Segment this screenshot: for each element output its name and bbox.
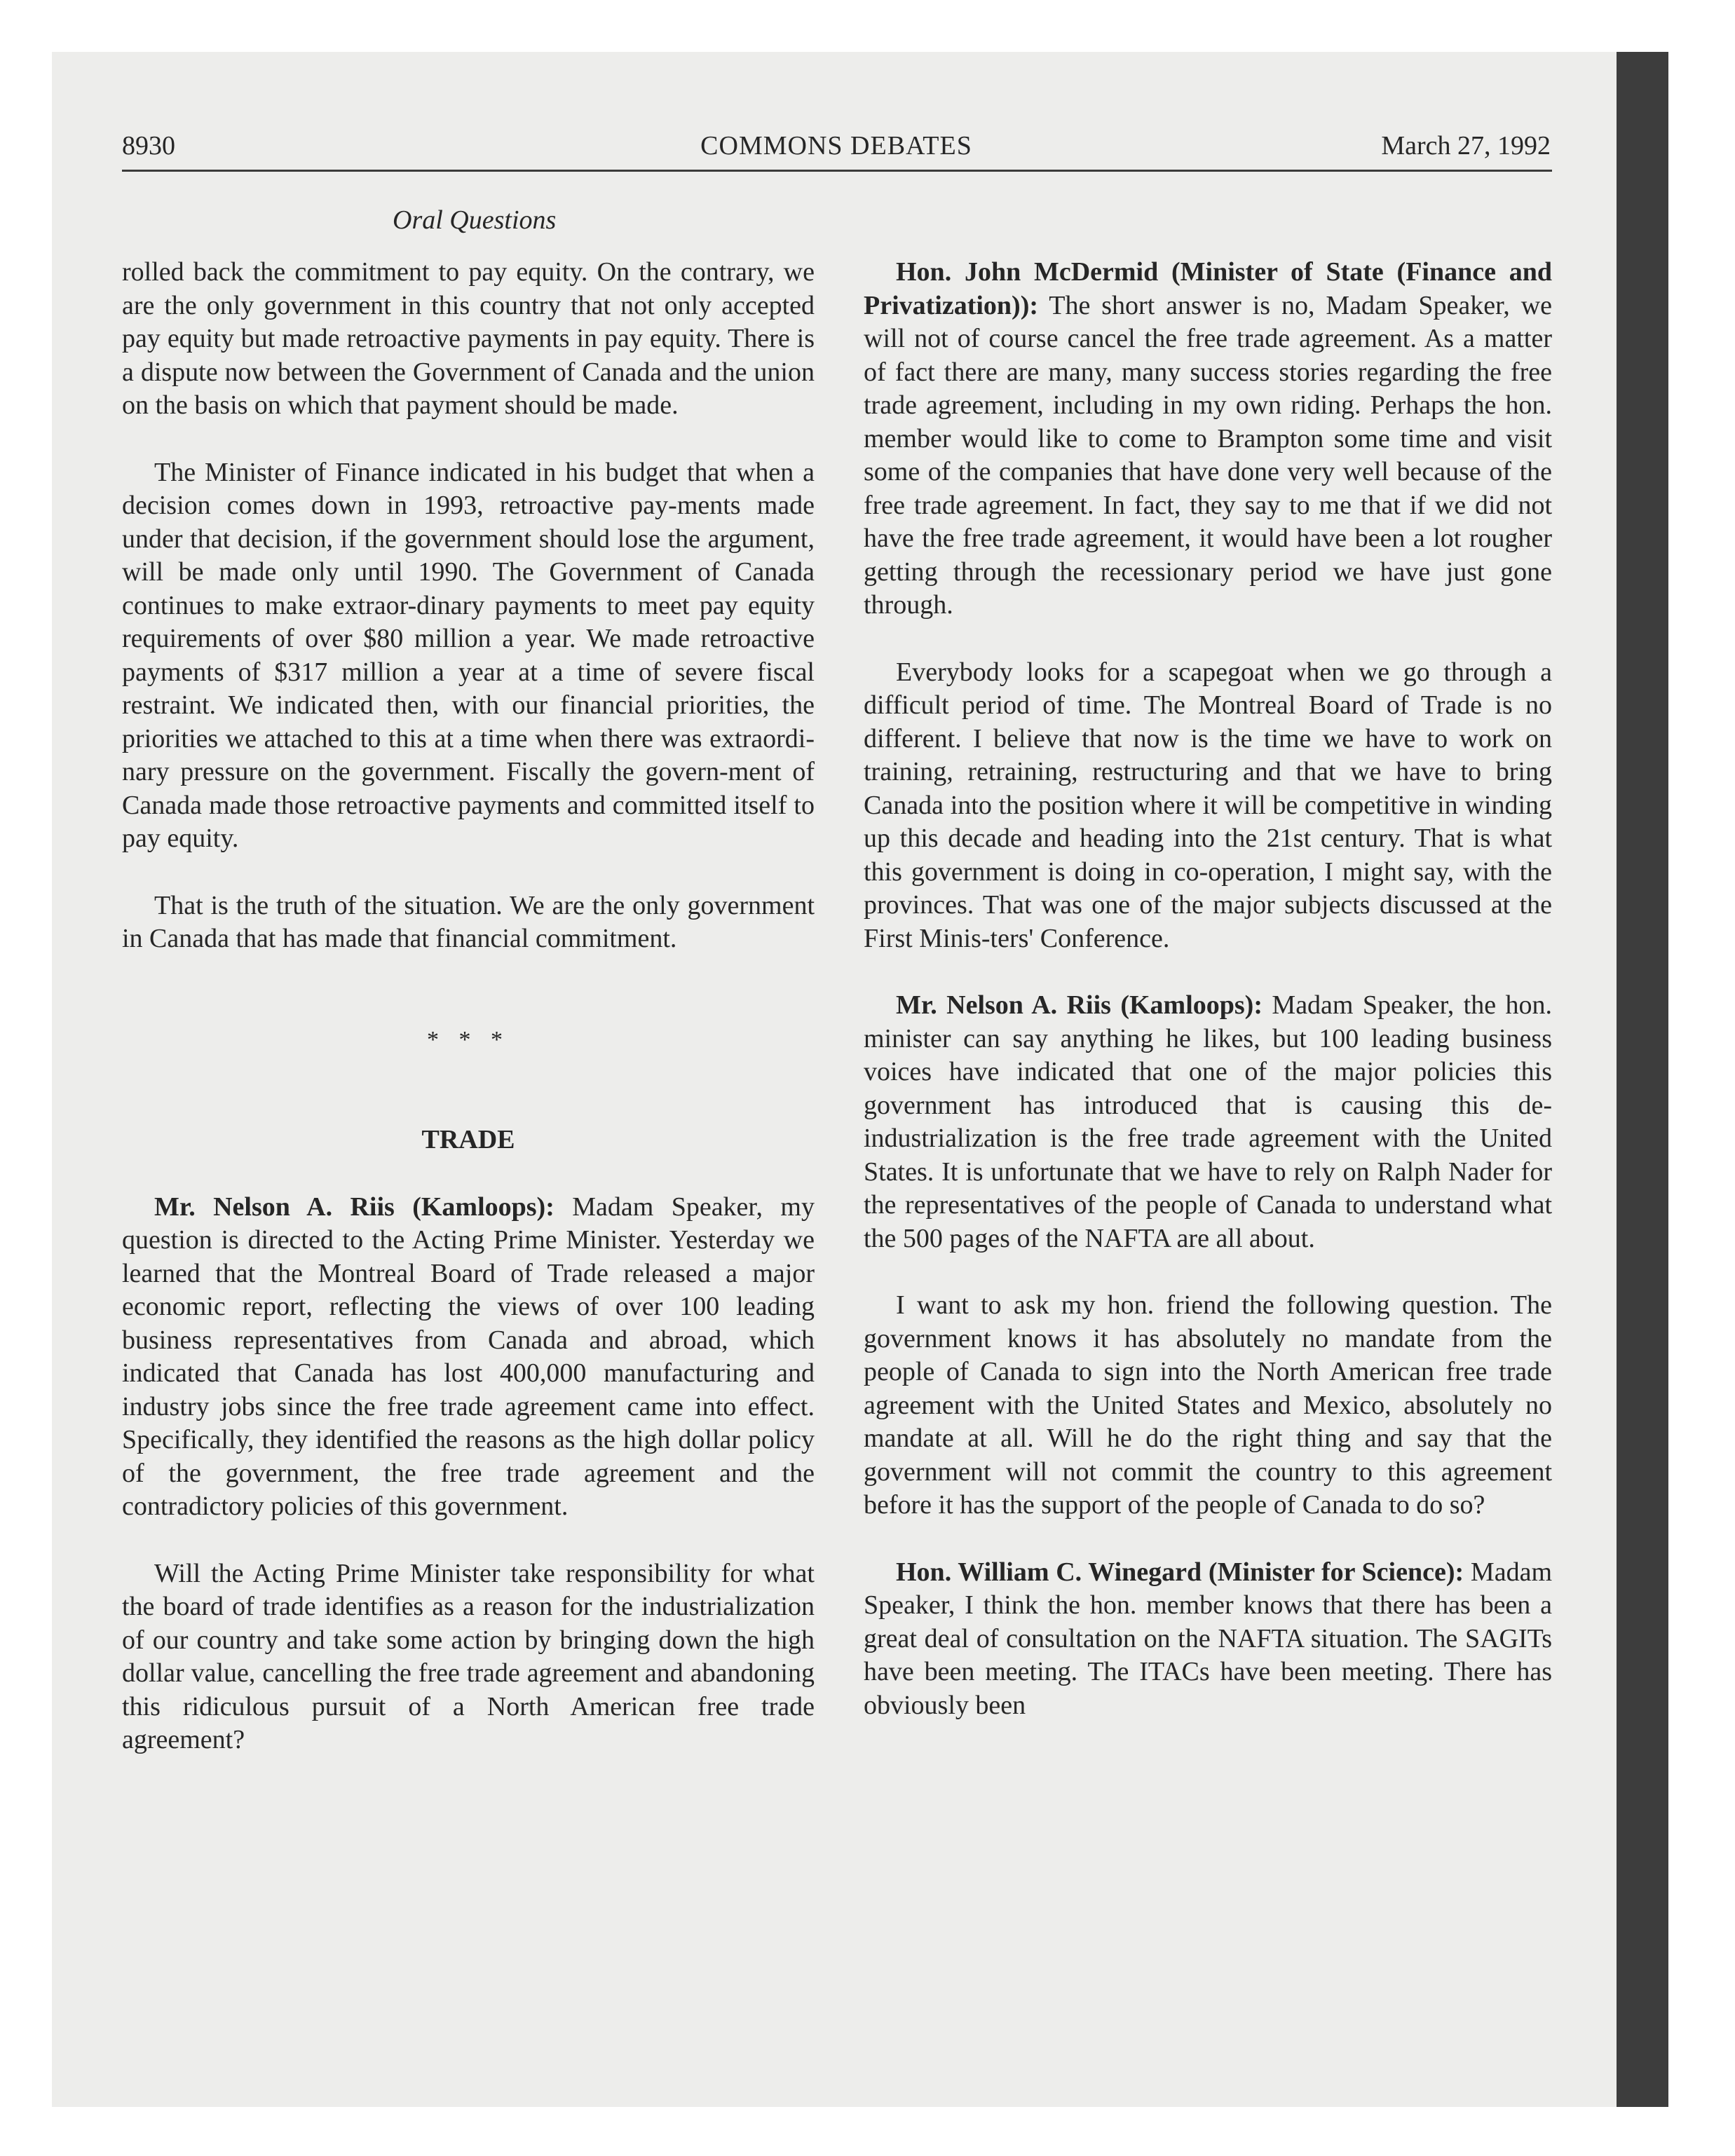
speaker-name: Hon. John McDermid (Minister of State (Finance and Privatization)): [864, 257, 1552, 320]
speech-text: The short answer is no, Madam Speaker, we will not of course cancel the free trade agreement. As a matter of fact there are many, many success stories regarding the free trade agreement, including in my own riding. Perhaps the hon. member would like to come to Brampton some time and visit some of the companies that have done very well because of the free trade agreement. In fact, they say to me that if we did not have the free trade agreement, it would have been a lot rougher getting through the recessionary period we have just gone through. [864, 290, 1552, 620]
paragraph [864, 1556, 1552, 1723]
paragraph: The Minister of Finance indicated in his budget that when a decision comes down in 1993, retroactive pay-ments made under that decision, if the government should lose the argument, will be made only until 1990. The Government of Canada continues to make extraor-dinary payments to meet pay equity requirements of over $80 million a year. We made retroactive payments of $317 million a year at a time of severe fiscal restraint. We indicated then, with our financial priorities, the priorities we attached to this at a time when there was extraordi-nary pressure on the government. Fiscally the govern-ment of Canada made those retroactive payments and committed itself to pay equity. [122, 457, 815, 853]
speech-text: Madam Speaker, my question is directed to the Acting Prime Minister. Yesterday we learned that the Montreal Board of Trade released a major economic report, reflecting the views of over 100 leading business representatives from Canada and abroad, which indicated that Canada has lost 400,000 manufacturing and industry jobs since the free trade agreement came into effect. Specifically, they identified the reasons as the high dollar policy of the government, the free trade agreement and the contradictory policies of this government. [122, 1192, 815, 1521]
publication-title: COMMONS DEBATES [700, 131, 972, 161]
speaker-name: Mr. Nelson A. Riis (Kamloops): [154, 1192, 554, 1222]
header-rule [122, 170, 1552, 172]
section-label: Oral Questions [393, 205, 557, 235]
section-divider-stars: * * * [427, 1026, 510, 1053]
paragraph [122, 1191, 815, 1524]
paragraph: That is the truth of the situation. We are the only government in Canada that has made that financial commitment. [122, 890, 815, 953]
speaker-name: Hon. William C. Winegard (Minister for Science): [896, 1557, 1464, 1587]
page-header [122, 130, 1551, 167]
paragraph: I want to ask my hon. friend the following question. The government knows it has absolutely no mandate from the people of Canada to sign into the North American free trade agreement with the United States and Mexico, absolutely no mandate at all. Will he do the right thing and say that the government will not commit the country to this agreement before it has the support of the people of Canada to do so? [864, 1290, 1552, 1520]
speech-text: Madam Speaker, the hon. minister can say anything he likes, but 100 leading business voices have indicated that one of the major policies this government has introduced that is causing this de-industrialization is the free trade agreement with the United States. It is unfortunate that we have to rely on Ralph Nader for the representatives of the people of Canada to understand what the 500 pages of the NAFTA are all about. [864, 990, 1552, 1253]
speech-text: Madam Speaker, I think the hon. member knows that there has been a great deal of consultation on the NAFTA situation. The SAGITs have been meeting. The ITACs have been meeting. There has obviously been [864, 1557, 1553, 1720]
paragraph: Everybody looks for a scapegoat when we go through a difficult period of time. The Montreal Board of Trade is no different. I believe that now is the time we have to work on training, retraining, restructuring and that we have to bring Canada into the position where it will be competitive in winding up this decade and heading into the 21st century. That is what this government is doing in co-operation, I might say, with the provinces. That was one of the major subjects discussed at the First Minis-ters' Conference. [864, 657, 1552, 953]
page-date: March 27, 1992 [1381, 131, 1551, 161]
right-column [864, 256, 1552, 1722]
speaker-name: Mr. Nelson A. Riis (Kamloops): [896, 990, 1263, 1020]
section-heading: TRADE [421, 1125, 515, 1154]
page-number: 8930 [122, 131, 175, 161]
paragraph: rolled back the commitment to pay equity. On the contrary, we are the only government in this country that not only accepted pay equity but made retroactive payments in pay equity. There is a dispute now between the Government of Canada and the union on the basis on which that payment should be made. [122, 257, 815, 420]
paragraph: Will the Acting Prime Minister take responsibility for what the board of trade identifies as a reason for the industrialization of our country and take some action by bringing down the high dollar value, cancelling the free trade agreement and abandoning this ridiculous pursuit of a North American free trade agreement? [122, 1558, 815, 1754]
binding-shadow [1617, 52, 1668, 2107]
left-column [122, 256, 815, 1757]
paragraph [864, 989, 1552, 1255]
paragraph [864, 256, 1552, 622]
